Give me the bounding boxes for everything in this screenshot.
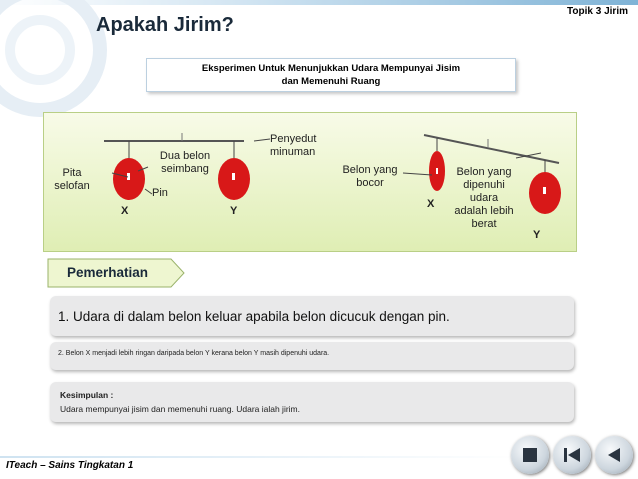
label-straw-line1: Penyedut	[270, 133, 317, 145]
subtitle-line-2: dan Memenuhi Ruang	[281, 76, 381, 87]
label-cellophane-tape	[48, 167, 96, 193]
straw-right	[424, 135, 559, 163]
label-straw-line2: minuman	[270, 146, 316, 158]
label-balloons-line1: Dua belon	[159, 150, 211, 162]
conclusion-text: Udara mempunyai jisim dan memenuhi ruang. Udara ialah jirim.	[60, 404, 300, 414]
label-leak-line1: Belon yang	[342, 164, 398, 176]
label-full-line5: berat	[471, 218, 497, 230]
home-icon	[511, 436, 549, 474]
label-x-left: X	[121, 205, 129, 217]
label-pita-line2: selofan	[54, 180, 90, 192]
label-full-line3: udara	[469, 192, 499, 204]
label-balloons-line2: seimbang	[161, 163, 209, 175]
label-full-balloon	[448, 166, 520, 231]
footer-gradient-bar	[0, 456, 520, 458]
observation-point-2: 2. Belon X menjadi lebih ringan daripada belon Y kerana belon Y masih dipenuhi udara.	[58, 350, 330, 357]
observation-heading: Pemerhatian	[67, 265, 149, 280]
label-two-balloons	[148, 150, 222, 176]
conclusion-title: Kesimpulan :	[60, 390, 114, 400]
footer-label: ITeach – Sains Tingkatan 1	[6, 460, 134, 471]
label-x-right: X	[427, 198, 435, 210]
back-button[interactable]	[553, 436, 591, 474]
conclusion-box	[50, 382, 574, 422]
page-title: Apakah Jirim?	[96, 14, 234, 36]
label-full-line4: adalah lebih	[454, 205, 514, 217]
label-leaking-balloon	[336, 164, 404, 190]
label-pita-line1: Pita	[62, 167, 82, 179]
experiment-diagram	[43, 112, 577, 252]
label-y-right: Y	[533, 229, 541, 241]
home-button[interactable]	[511, 436, 549, 474]
label-pin: Pin	[152, 187, 168, 199]
label-y-left: Y	[230, 205, 238, 217]
label-full-line1: Belon yang	[456, 166, 512, 178]
label-full-line2: dipenuhi	[463, 179, 505, 191]
previous-button[interactable]	[595, 436, 633, 474]
label-leak-line2: bocor	[356, 177, 384, 189]
subtitle-line-1: Eksperimen Untuk Menunjukkan Udara Mempunyai Jisim	[201, 63, 461, 74]
topic-label: Topik 3 Jirim	[567, 6, 628, 17]
label-straw	[270, 133, 316, 159]
previous-icon	[595, 436, 633, 474]
observation-point-1: 1. Udara di dalam belon keluar apabila belon dicucuk dengan pin.	[58, 309, 450, 324]
back-icon	[553, 436, 591, 474]
experiment-subtitle	[146, 58, 516, 92]
